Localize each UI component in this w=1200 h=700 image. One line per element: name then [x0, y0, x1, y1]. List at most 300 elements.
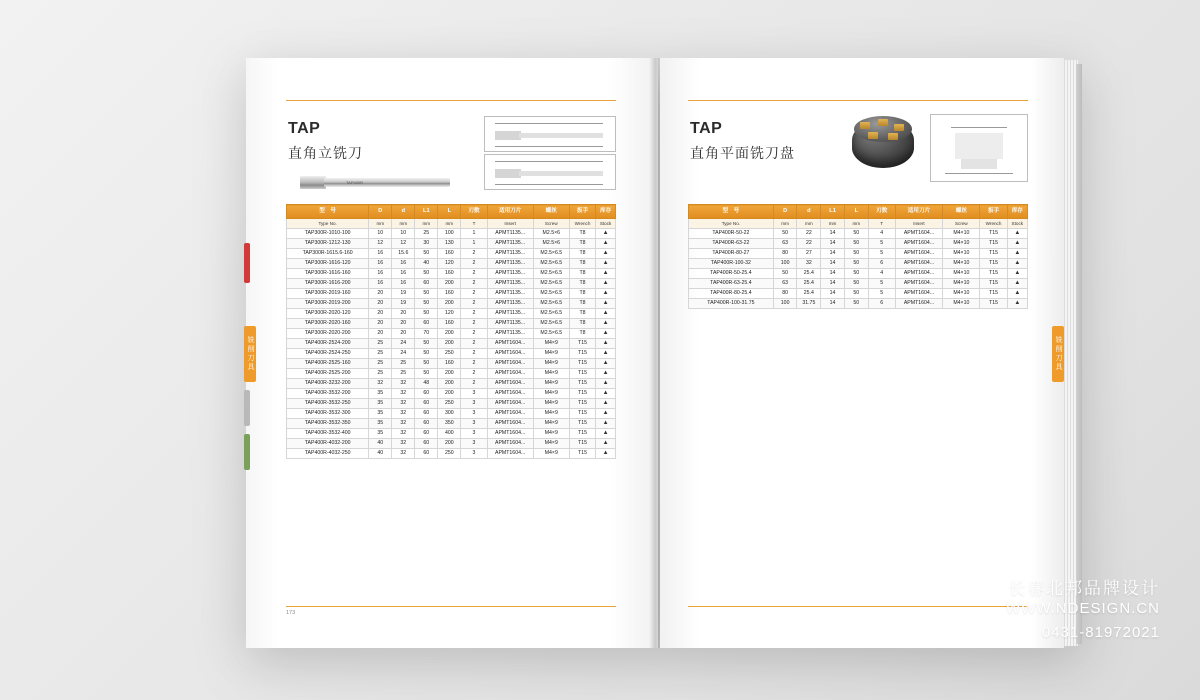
- cell-value: 100: [773, 259, 797, 269]
- table-row[interactable]: [287, 269, 616, 279]
- left-table-head: [287, 205, 616, 229]
- table-row[interactable]: [689, 279, 1028, 289]
- cell-value: T15: [980, 259, 1007, 269]
- cell-value: M4×9: [533, 379, 569, 389]
- table-row[interactable]: [287, 389, 616, 399]
- cell-stock: ▲: [596, 439, 616, 449]
- col-subheader-4: mm: [821, 219, 845, 229]
- table-row[interactable]: [287, 329, 616, 339]
- cell-value: 60: [415, 419, 438, 429]
- cell-value: M4×10: [943, 239, 980, 249]
- table-row[interactable]: [287, 289, 616, 299]
- cell-value: 50: [415, 299, 438, 309]
- col-header-3: d: [392, 205, 415, 219]
- table-row[interactable]: [287, 399, 616, 409]
- cell-value: M4×9: [533, 429, 569, 439]
- cell-value: 60: [415, 389, 438, 399]
- cell-value: 160: [438, 289, 461, 299]
- col-header-2: D: [773, 205, 797, 219]
- left-spec-table[interactable]: [286, 204, 616, 459]
- cell-stock: ▲: [596, 289, 616, 299]
- cell-value: APMT1604...: [895, 279, 942, 289]
- left-folio: 173: [286, 610, 296, 616]
- cell-value: 32: [392, 379, 415, 389]
- cell-type-no: TAP300R-1616-200: [287, 279, 369, 289]
- cell-type-no: TAP400R-4032-200: [287, 439, 369, 449]
- cell-value: 50: [844, 269, 868, 279]
- right-drawing: [930, 114, 1028, 182]
- cell-value: 3: [461, 389, 487, 399]
- right-spec-table[interactable]: [688, 204, 1028, 309]
- side-tab-red[interactable]: [244, 243, 250, 283]
- left-table-header-cn: [287, 205, 616, 219]
- cell-value: M4×10: [943, 289, 980, 299]
- cell-value: M2.5×6: [533, 239, 569, 249]
- cell-value: T15: [980, 229, 1007, 239]
- cell-stock: ▲: [1007, 229, 1027, 239]
- cell-stock: ▲: [596, 359, 616, 369]
- right-page-title: [690, 120, 795, 163]
- cell-value: APMT1604...: [487, 399, 533, 409]
- cell-value: M4×9: [533, 389, 569, 399]
- cell-stock: ▲: [596, 249, 616, 259]
- cell-value: 4: [868, 269, 895, 279]
- cell-stock: ▲: [596, 349, 616, 359]
- left-page: [246, 58, 658, 648]
- cell-value: 22: [797, 239, 821, 249]
- table-row[interactable]: [287, 279, 616, 289]
- col-subheader-7: Insert: [487, 219, 533, 229]
- cell-stock: ▲: [1007, 239, 1027, 249]
- cell-value: M2.5×6.5: [533, 329, 569, 339]
- table-row[interactable]: [287, 249, 616, 259]
- cell-value: 10: [369, 229, 392, 239]
- cell-value: 32: [392, 399, 415, 409]
- cell-value: 35: [369, 399, 392, 409]
- cell-value: T8: [569, 309, 595, 319]
- cell-value: M2.5×6.5: [533, 299, 569, 309]
- cell-value: 50: [844, 299, 868, 309]
- cell-value: 40: [369, 439, 392, 449]
- cell-type-no: TAP400R-63-22: [689, 239, 774, 249]
- right-table-header-en: [689, 219, 1028, 229]
- col-header-5: L: [844, 205, 868, 219]
- cell-value: M2.5×6.5: [533, 289, 569, 299]
- cell-value: T15: [569, 429, 595, 439]
- cell-value: 3: [461, 419, 487, 429]
- col-header-10: 库存: [1007, 205, 1027, 219]
- cell-value: APMT1604...: [895, 239, 942, 249]
- cell-value: APMT1604...: [487, 439, 533, 449]
- cell-value: 10: [392, 229, 415, 239]
- cell-stock: ▲: [596, 419, 616, 429]
- col-header-9: 扳手: [569, 205, 595, 219]
- cell-value: M4×10: [943, 249, 980, 259]
- cell-value: APMT1135...: [487, 269, 533, 279]
- cell-value: 50: [773, 229, 797, 239]
- cell-stock: ▲: [596, 429, 616, 439]
- table-row[interactable]: [287, 299, 616, 309]
- cell-value: T8: [569, 279, 595, 289]
- col-header-2: D: [369, 205, 392, 219]
- table-row[interactable]: [287, 379, 616, 389]
- cell-value: 3: [461, 409, 487, 419]
- cell-value: 3: [461, 429, 487, 439]
- col-header-9: 扳手: [980, 205, 1007, 219]
- cell-value: 2: [461, 259, 487, 269]
- col-subheader-10: Stock: [1007, 219, 1027, 229]
- left-table-body[interactable]: [287, 229, 616, 459]
- table-row[interactable]: [287, 429, 616, 439]
- cell-stock: ▲: [596, 379, 616, 389]
- left-table-header-en: [287, 219, 616, 229]
- cell-type-no: TAP400R-4032-250: [287, 449, 369, 459]
- col-subheader-8: Screw: [533, 219, 569, 229]
- cell-type-no: TAP400R-50-25.4: [689, 269, 774, 279]
- cell-value: M4×9: [533, 349, 569, 359]
- cell-value: 16: [369, 249, 392, 259]
- table-row[interactable]: [689, 299, 1028, 309]
- cell-stock: ▲: [596, 339, 616, 349]
- col-subheader-1: Type No.: [689, 219, 774, 229]
- right-table-body[interactable]: [689, 229, 1028, 309]
- cell-value: APMT1135...: [487, 259, 533, 269]
- cell-type-no: TAP300R-2020-120: [287, 309, 369, 319]
- cell-value: 32: [369, 379, 392, 389]
- cell-value: M4×9: [533, 419, 569, 429]
- cell-value: 5: [868, 249, 895, 259]
- cell-value: M4×10: [943, 259, 980, 269]
- cell-type-no: TAP300R-1010-100: [287, 229, 369, 239]
- cell-type-no: TAP300R-1616-160: [287, 269, 369, 279]
- cell-value: M4×9: [533, 399, 569, 409]
- cell-type-no: TAP400R-2524-200: [287, 339, 369, 349]
- table-row[interactable]: [689, 269, 1028, 279]
- cell-value: 20: [392, 319, 415, 329]
- cell-value: 25: [369, 339, 392, 349]
- cell-value: T15: [569, 449, 595, 459]
- cell-value: M2.5×6.5: [533, 279, 569, 289]
- cell-type-no: TAP300R-1616-120: [287, 259, 369, 269]
- cell-value: APMT1604...: [895, 259, 942, 269]
- table-row[interactable]: [689, 239, 1028, 249]
- cell-value: APMT1604...: [487, 339, 533, 349]
- cell-value: 50: [415, 249, 438, 259]
- cell-value: 50: [844, 249, 868, 259]
- cell-value: T15: [569, 349, 595, 359]
- cell-stock: ▲: [1007, 279, 1027, 289]
- cell-value: 25: [392, 359, 415, 369]
- cell-value: 160: [438, 269, 461, 279]
- left-top-rule: [286, 100, 616, 101]
- cell-value: 160: [438, 319, 461, 329]
- cell-value: 16: [392, 259, 415, 269]
- cell-value: 50: [773, 269, 797, 279]
- table-row[interactable]: [287, 239, 616, 249]
- table-row[interactable]: [287, 369, 616, 379]
- cell-value: 15.6: [392, 249, 415, 259]
- cell-value: 31.75: [797, 299, 821, 309]
- cell-value: APMT1604...: [487, 449, 533, 459]
- cell-value: APMT1135...: [487, 319, 533, 329]
- col-subheader-3: mm: [797, 219, 821, 229]
- cell-stock: ▲: [1007, 299, 1027, 309]
- cell-value: 25.4: [797, 279, 821, 289]
- col-header-7: 适用刀片: [895, 205, 942, 219]
- cell-value: M4×9: [533, 339, 569, 349]
- cell-stock: ▲: [596, 269, 616, 279]
- cell-value: 50: [415, 349, 438, 359]
- col-subheader-2: mm: [773, 219, 797, 229]
- cell-value: 50: [844, 239, 868, 249]
- cell-value: M4×9: [533, 369, 569, 379]
- cell-type-no: TAP400R-80-25.4: [689, 289, 774, 299]
- cell-value: M2.5×6.5: [533, 269, 569, 279]
- cell-value: 63: [773, 239, 797, 249]
- cell-value: APMT1604...: [895, 269, 942, 279]
- cell-value: 32: [392, 429, 415, 439]
- cell-value: 63: [773, 279, 797, 289]
- cell-value: APMT1604...: [895, 229, 942, 239]
- cell-value: M4×9: [533, 439, 569, 449]
- cell-value: 32: [392, 449, 415, 459]
- cell-value: 20: [369, 329, 392, 339]
- cell-value: T15: [569, 409, 595, 419]
- table-row[interactable]: [287, 349, 616, 359]
- cell-stock: ▲: [1007, 259, 1027, 269]
- cell-value: 50: [844, 289, 868, 299]
- cell-value: 16: [392, 269, 415, 279]
- cell-value: 200: [438, 379, 461, 389]
- cell-value: T8: [569, 299, 595, 309]
- cell-value: 3: [461, 399, 487, 409]
- side-tab-grey[interactable]: [244, 390, 250, 426]
- cell-value: 35: [369, 419, 392, 429]
- cell-value: 2: [461, 289, 487, 299]
- cell-value: APMT1604...: [487, 429, 533, 439]
- col-header-7: 适用刀片: [487, 205, 533, 219]
- table-row[interactable]: [287, 439, 616, 449]
- cell-value: T15: [569, 379, 595, 389]
- cell-value: 16: [369, 269, 392, 279]
- cell-type-no: TAP400R-3232-200: [287, 379, 369, 389]
- right-top-rule: [688, 100, 1028, 101]
- right-table-header-cn: [689, 205, 1028, 219]
- table-row[interactable]: [287, 339, 616, 349]
- cell-value: 1: [461, 239, 487, 249]
- cell-type-no: TAP400R-3532-350: [287, 419, 369, 429]
- cell-value: APMT1135...: [487, 239, 533, 249]
- cell-value: 12: [369, 239, 392, 249]
- table-row[interactable]: [689, 259, 1028, 269]
- cell-value: APMT1135...: [487, 229, 533, 239]
- cell-value: 50: [415, 369, 438, 379]
- cell-value: 14: [821, 229, 845, 239]
- table-row[interactable]: [287, 449, 616, 459]
- cell-value: 6: [868, 259, 895, 269]
- cell-value: 50: [415, 289, 438, 299]
- table-row[interactable]: [287, 319, 616, 329]
- left-page-content: TAP 直角立铣刀 TAP400R 型 号 D d L1 L 刃数 适用刀片 螺丝 扳手 库存 Type No. mm mm mm mm T Insert Screw Wrench Stock TAP300R-1010-100 10 10 25 100 1 APMT1135... M2.5×6 T8 ▲ TAP300R-1212-130 12 12 30 130 1 APMT1135... M2.5×6 T8 ▲ TAP300R-1615.6-160 16 15.6 50 160 2 APMT1135... M2.5×6.5 T8 ▲ TAP300R-1616-120 16 16 40 120 2 APMT1135... M2.5×6.5 T8 ▲ TAP300R-1616-160 16 16 50 160 2 APMT1135... M2.5×6.5 T8 ▲ TAP300R-1616-200 16 16 60 200 2 APMT1135... M2.5×6.5 T8 ▲ TAP300R-2019-160 20 19 50 160 2 APMT1135... M2.5×6.5 T8 ▲ TAP300R-2019-200 20 19 50 200 2 APMT1135... M2.5×6.5 T8 ▲ TAP300R-2020-120 20 20 50 120 2 APMT1135... M2.5×6.5 T8 ▲ TAP300R-2020-160 20 20 60 160 2 APMT1135... M2.5×6.5 T8 ▲ TAP300R-2020-200 20 20 70 200 2 APMT1135... M2.5×6.5 T8 ▲ TAP400R-2524-200 25 24 50 200 2 APMT1604... M4×9 T15 ▲ TAP400R-2524-250 25 24 50 250 2 APMT1604... M4×9 T15 ▲ TAP400R-2525-160 25 25 50 160 2 APMT1604... M4×9 T15 ▲ TAP400R-2525-200 25 25 50 200 2 APMT1604... M4×9 T15 ▲ TAP400R-3232-200 32 32 48 200 2 APMT1604... M4×9 T15 ▲ TAP400R-3532-200 35 32 60 200 3 APMT1604... M4×9 T15 ▲ TAP400R-3532-250 35 32 60 250 3 APMT1604... M4×9 T15 ▲ TAP400R-3532-300 35 32 60 300 3 APMT1604... M4×9 T15 ▲ TAP400R-3532-350 35 32 60 350 3 APMT1604... M4×9 T15 ▲ TAP400R-3532-400 35 32 60 400 3 APMT1604... M4×9 T15 ▲ TAP400R-4032-200 40 32 60 200 3 APMT1604... M4×9 T15 ▲ TAP400R-4032-250 40 32 60 250 3 APMT1604... M4×9 T15 ▲ 173 铣削刀具: [246, 58, 658, 648]
- cell-value: 60: [415, 399, 438, 409]
- cell-value: 80: [773, 249, 797, 259]
- right-bottom-rule: [688, 606, 1028, 607]
- right-title-cn: 直角平面铣刀盘: [690, 145, 795, 161]
- cell-type-no: TAP400R-2525-200: [287, 369, 369, 379]
- col-subheader-6: T: [868, 219, 895, 229]
- cell-value: 35: [369, 409, 392, 419]
- cell-value: 2: [461, 379, 487, 389]
- table-row[interactable]: [287, 309, 616, 319]
- cell-value: T8: [569, 229, 595, 239]
- cell-value: 2: [461, 249, 487, 259]
- cell-value: 14: [821, 299, 845, 309]
- side-tab-green[interactable]: [244, 434, 250, 470]
- table-row[interactable]: [689, 229, 1028, 239]
- cell-value: 60: [415, 319, 438, 329]
- left-page-title: [288, 120, 363, 163]
- col-header-8: 螺丝: [533, 205, 569, 219]
- cell-value: APMT1135...: [487, 299, 533, 309]
- cell-value: APMT1604...: [487, 419, 533, 429]
- cell-value: APMT1604...: [487, 389, 533, 399]
- cell-value: 30: [415, 239, 438, 249]
- cell-stock: ▲: [596, 279, 616, 289]
- cell-value: T15: [980, 239, 1007, 249]
- cell-value: M4×10: [943, 229, 980, 239]
- cell-value: 200: [438, 389, 461, 399]
- cell-value: 2: [461, 369, 487, 379]
- table-row[interactable]: [689, 249, 1028, 259]
- cell-value: 5: [868, 289, 895, 299]
- cell-stock: ▲: [596, 299, 616, 309]
- cell-value: 16: [369, 259, 392, 269]
- cell-value: T15: [980, 299, 1007, 309]
- cell-value: 300: [438, 409, 461, 419]
- cell-value: 32: [392, 439, 415, 449]
- cell-type-no: TAP300R-1212-130: [287, 239, 369, 249]
- cell-value: 130: [438, 239, 461, 249]
- cell-value: 19: [392, 299, 415, 309]
- cell-type-no: TAP400R-3532-300: [287, 409, 369, 419]
- cell-stock: ▲: [596, 229, 616, 239]
- cell-value: 25: [369, 369, 392, 379]
- watermark-url: WWW.NDESIGN.CN: [1006, 600, 1160, 617]
- side-tab-right-milling[interactable]: 铣削刀具: [1052, 326, 1064, 382]
- cell-value: T8: [569, 259, 595, 269]
- cell-value: 200: [438, 329, 461, 339]
- cell-value: 120: [438, 259, 461, 269]
- col-header-5: L: [438, 205, 461, 219]
- table-row[interactable]: [287, 419, 616, 429]
- cell-value: 32: [392, 419, 415, 429]
- cell-value: APMT1135...: [487, 249, 533, 259]
- cell-value: 2: [461, 309, 487, 319]
- table-row[interactable]: [689, 289, 1028, 299]
- cell-type-no: TAP300R-2019-200: [287, 299, 369, 309]
- col-subheader-7: Insert: [895, 219, 942, 229]
- cell-value: 60: [415, 429, 438, 439]
- table-row[interactable]: [287, 229, 616, 239]
- cell-value: 16: [369, 279, 392, 289]
- col-subheader-2: mm: [369, 219, 392, 229]
- cell-value: T15: [569, 369, 595, 379]
- cell-value: 40: [415, 259, 438, 269]
- side-tab-left-milling[interactable]: 铣削刀具: [244, 326, 256, 382]
- cell-value: T8: [569, 249, 595, 259]
- table-row[interactable]: [287, 409, 616, 419]
- cell-value: T15: [569, 419, 595, 429]
- cell-value: 25: [415, 229, 438, 239]
- left-drawing-2: [484, 154, 616, 190]
- cell-value: 1: [461, 229, 487, 239]
- cell-value: 60: [415, 439, 438, 449]
- cell-value: 120: [438, 309, 461, 319]
- cell-value: 50: [415, 359, 438, 369]
- col-header-6: 刃数: [868, 205, 895, 219]
- cell-value: 50: [844, 259, 868, 269]
- left-drawing-1: [484, 116, 616, 152]
- cell-value: APMT1604...: [487, 409, 533, 419]
- cell-value: T8: [569, 289, 595, 299]
- cell-value: M2.5×6.5: [533, 319, 569, 329]
- cell-value: 32: [392, 409, 415, 419]
- cell-value: 20: [369, 299, 392, 309]
- cell-stock: ▲: [1007, 249, 1027, 259]
- col-header-1: 型 号: [689, 205, 774, 219]
- cell-value: 250: [438, 399, 461, 409]
- cell-value: 3: [461, 439, 487, 449]
- cell-type-no: TAP400R-3532-250: [287, 399, 369, 409]
- cell-value: M2.5×6.5: [533, 259, 569, 269]
- cell-value: 2: [461, 329, 487, 339]
- right-page: [660, 58, 1064, 648]
- cell-type-no: TAP300R-1615.6-160: [287, 249, 369, 259]
- cell-value: 25.4: [797, 289, 821, 299]
- catalog-book: [246, 58, 1076, 648]
- cell-value: APMT1604...: [487, 359, 533, 369]
- table-row[interactable]: [287, 359, 616, 369]
- left-bottom-rule: [286, 606, 616, 607]
- cell-value: 14: [821, 289, 845, 299]
- cell-value: T15: [569, 399, 595, 409]
- table-row[interactable]: [287, 259, 616, 269]
- cell-value: 2: [461, 319, 487, 329]
- cell-value: 20: [369, 319, 392, 329]
- cell-value: M4×9: [533, 409, 569, 419]
- cell-value: 25: [369, 349, 392, 359]
- cell-type-no: TAP400R-100-31.75: [689, 299, 774, 309]
- left-title-en: TAP: [288, 120, 321, 137]
- cell-value: 160: [438, 359, 461, 369]
- cell-value: T8: [569, 269, 595, 279]
- cell-value: 50: [844, 229, 868, 239]
- cell-value: 32: [392, 389, 415, 399]
- cell-value: 16: [392, 279, 415, 289]
- cell-type-no: TAP400R-3532-400: [287, 429, 369, 439]
- cell-value: 80: [773, 289, 797, 299]
- cell-value: 2: [461, 279, 487, 289]
- cell-value: 5: [868, 279, 895, 289]
- col-subheader-3: mm: [392, 219, 415, 229]
- cell-value: APMT1135...: [487, 309, 533, 319]
- cell-value: 35: [369, 389, 392, 399]
- cell-value: T15: [980, 249, 1007, 259]
- cell-stock: ▲: [596, 409, 616, 419]
- cell-value: 19: [392, 289, 415, 299]
- col-subheader-10: Stock: [596, 219, 616, 229]
- cell-value: 2: [461, 269, 487, 279]
